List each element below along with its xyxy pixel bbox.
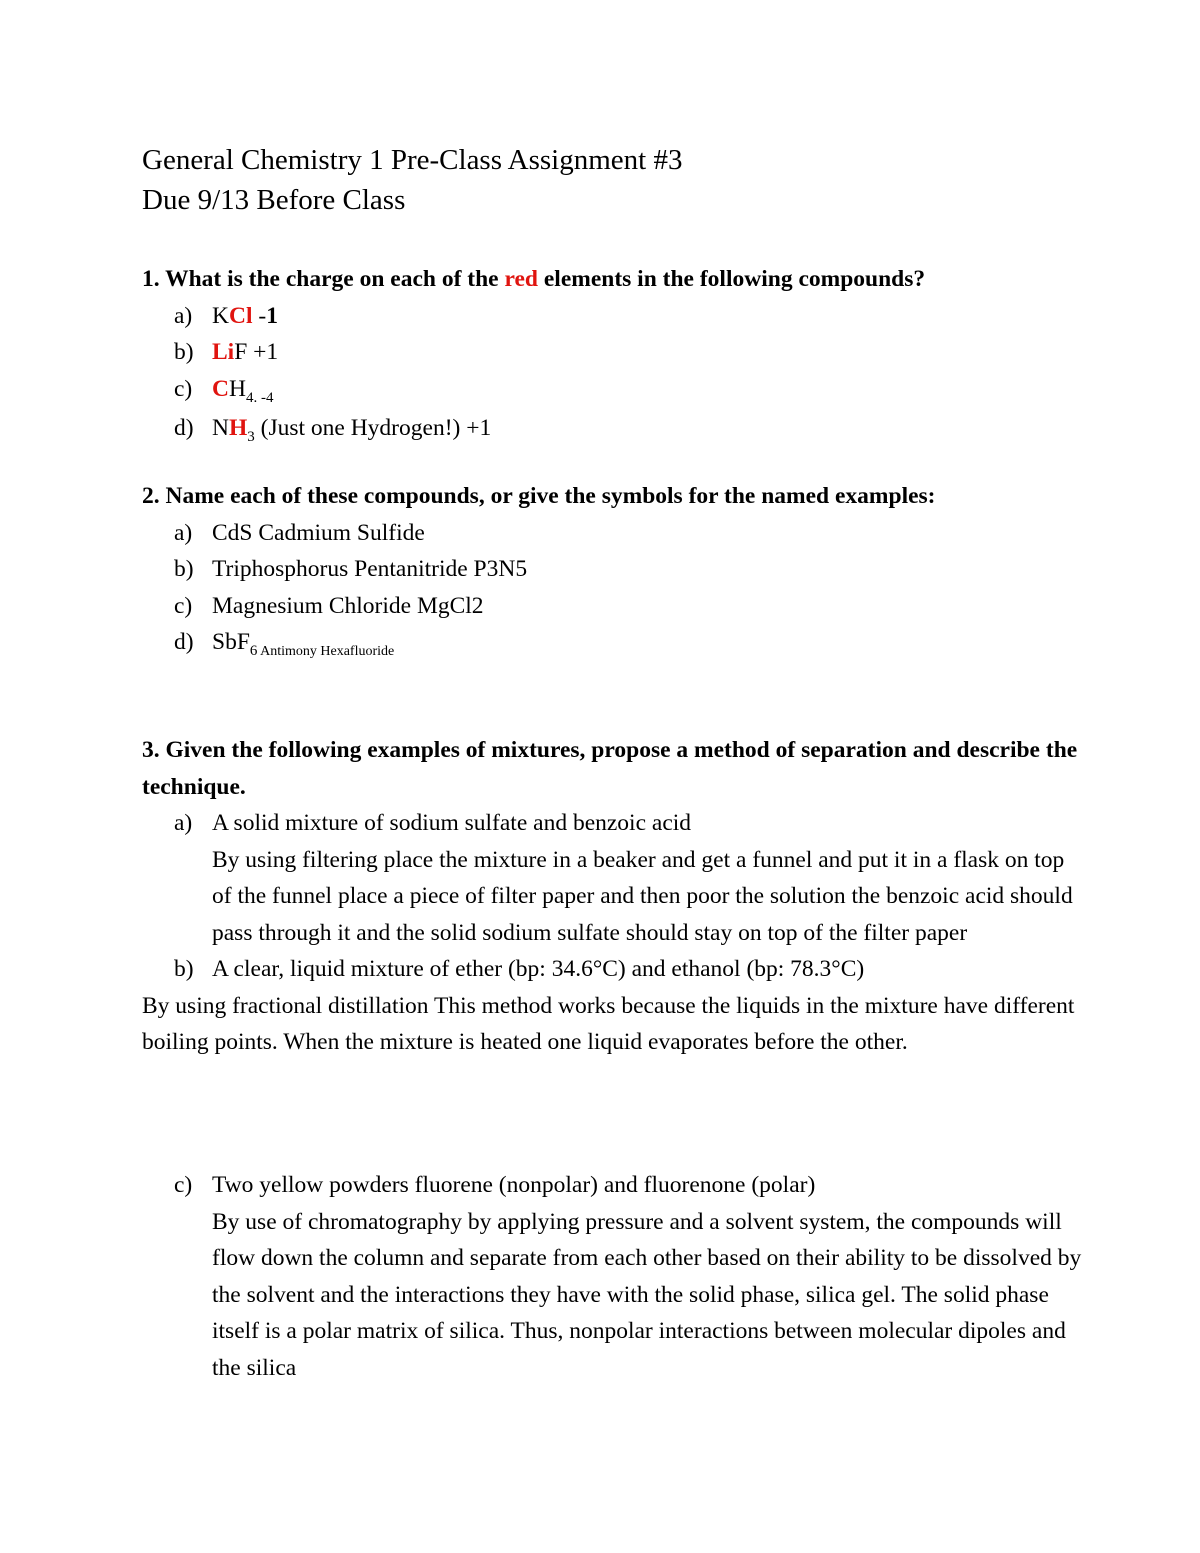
q3-item-b: b) A clear, liquid mixture of ether (bp: 34.6°C) and ethanol (bp: 78.3°C) [174,956,865,982]
question-2 [142,478,1082,665]
q2-item-c: c) Magnesium Chloride MgCl2 [174,592,484,619]
q3-answer-c: By use of chromatography by applying pressure and a solvent system, the compounds will flow down the column and separate from each other based on their ability to be dissolved by the solvent and the interactions they have with the solid phase, silica gel. The solid phase itself is a polar matrix of silica. Thus, nonpolar interactions between molecular dipoles and the silica [212,1208,1082,1381]
document-title [142,140,682,220]
q1-item-c: c) $CH_{4. -4}$ [174,375,274,406]
q3-answer-a: By using filtering place the mixture in a beaker and get a funnel and put it in a flask on top of the funnel place a piece of filter paper and then poor the solution the benzoic acid should pass through it and the solid sodium sulfate should stay on top of the filter paper [212,846,1073,946]
q1-item-d: d) $NH_3$ (Just one Hydrogen!) +1 [174,415,492,445]
red-word: red [504,266,538,292]
q1-item-b: b) LiF +1 [174,339,279,365]
q2-item-b: b) Triphosphorus Pentanitride P3N5 [174,556,528,582]
title-line-1: General Chemistry 1 Pre-Class Assignment #3 [142,144,683,176]
q3-item-a: a) A solid mixture of sodium sulfate and benzoic acid [174,810,692,836]
question-3-part-c [142,1167,1082,1386]
question-1-prompt: 1. What is the charge on each of the red elements in the following compounds? [142,266,926,292]
question-1 [142,261,1082,450]
question-3 [142,732,1082,1061]
q2-item-d: d) SbF$_6$ $_{Antimony Hexafluoride}$ [174,629,395,659]
q1-item-a: a) KCl -1 [174,302,278,329]
q3-answer-b: By using fractional distillation This method works because the liquids in the mixture have different boiling points. When the mixture is heated one liquid evaporates before the other. [142,992,1075,1055]
question-3-prompt: 3. Given the following examples of mixtures, propose a method of separation and describe the technique. [142,737,1078,800]
q2-item-a: a) CdS Cadmium Sulfide [174,519,425,546]
title-line-2: Due 9/13 Before Class [142,184,406,216]
q3-item-c: c) Two yellow powders fluorene (nonpolar) and fluorenone (polar) [174,1172,816,1198]
question-2-prompt: 2. Name each of these compounds, or give the symbols for the named examples: [142,483,936,509]
